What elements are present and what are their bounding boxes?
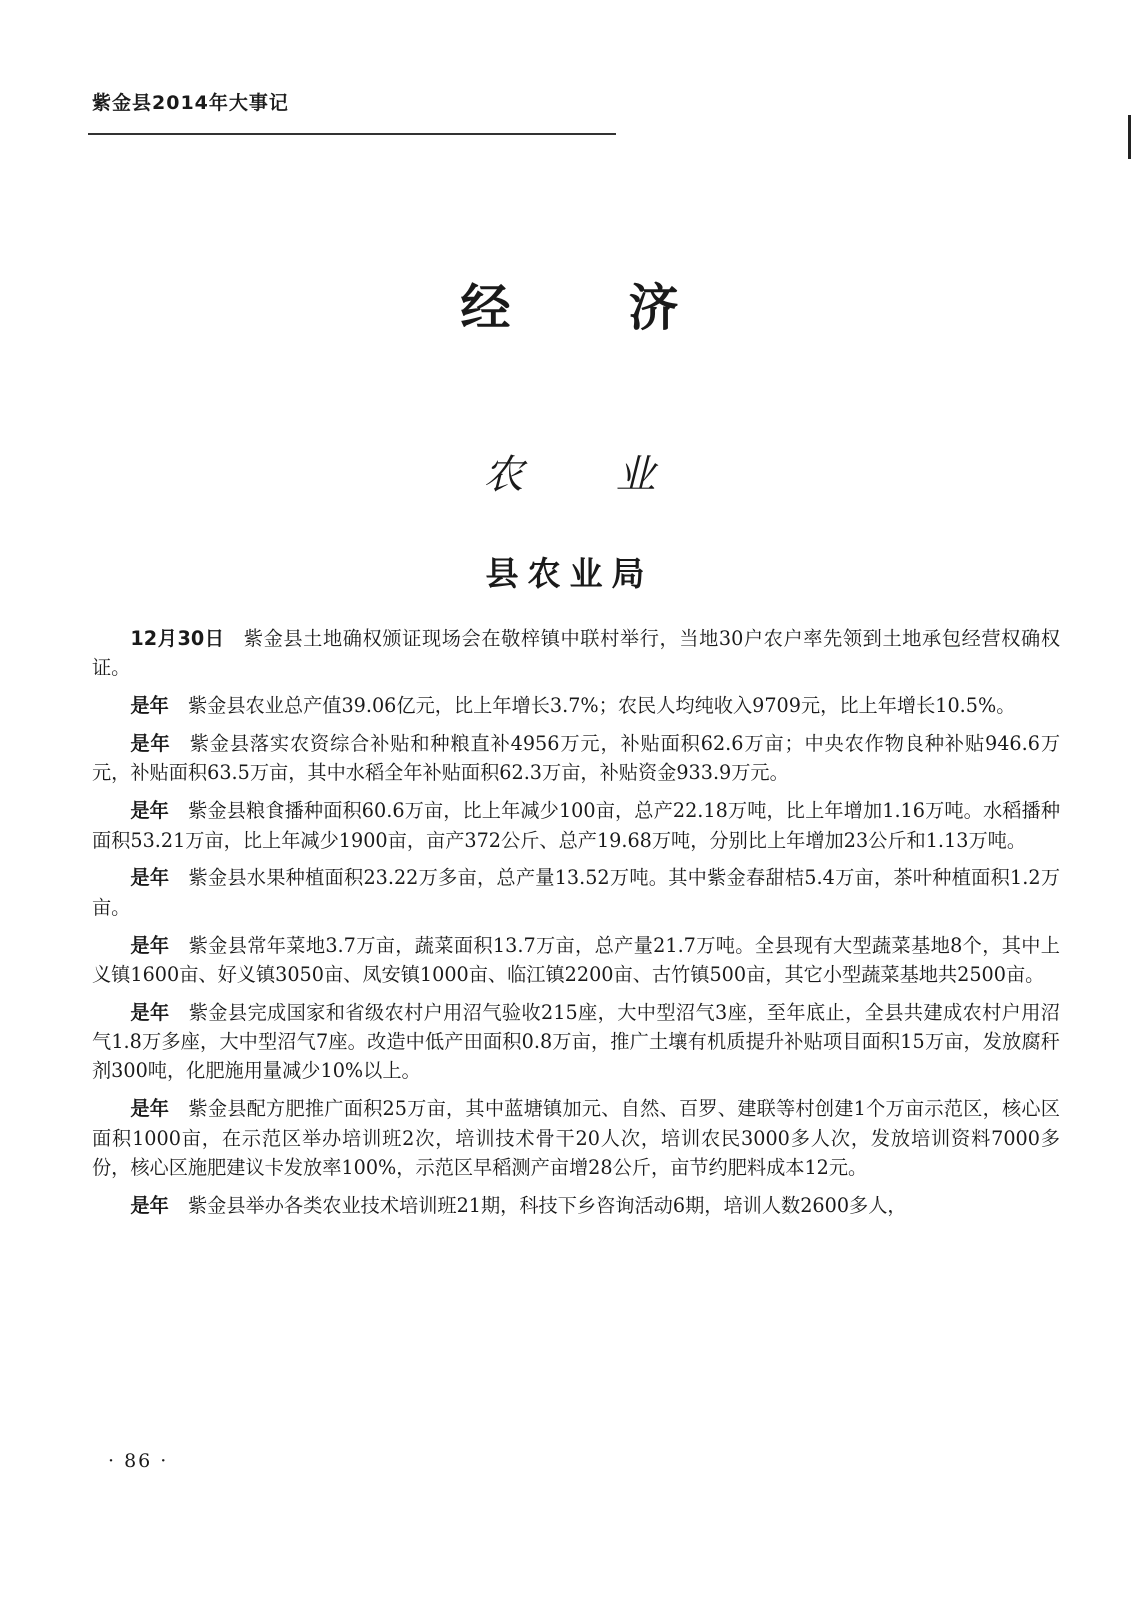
entry-date-label: 是年 (130, 1097, 170, 1121)
entry-date-label: 是年 (130, 866, 170, 890)
chapter-title: 经济 (460, 279, 797, 337)
entry-text: 紫金县水果种植面积23.22万多亩，总产量13.52万吨。其中紫金春甜桔5.4万亩，茶叶种植面积1.2万亩。 (92, 866, 1061, 919)
scan-edge-mark (1128, 115, 1131, 159)
entry-paragraph (92, 729, 1060, 788)
entry-date-label: 12月30日 (130, 627, 225, 650)
subsection-title: 县农业局 (485, 554, 654, 593)
entry-paragraph (92, 998, 1060, 1086)
entry-paragraph (92, 931, 1060, 990)
entry-text: 紫金县完成国家和省级农村户用沼气验收215座，大中型沼气3座，至年底止，全县共建成农村户用沼气1.8万多座，大中型沼气7座。改造中低产田面积0.8万亩，推广土壤有机质提升补贴项目面积15万亩，发放腐秆剂300吨，化肥施用量减少10%以上。 (92, 1000, 1060, 1083)
entry-text: 紫金县农业总产值39.06亿元，比上年增长3.7%；农民人均纯收入9709元，比上年增长10.5%。 (187, 694, 1016, 718)
entry-paragraph (92, 691, 1060, 720)
body-text (92, 624, 1060, 1229)
entry-date-label: 是年 (130, 933, 170, 957)
entry-text: 紫金县粮食播种面积60.6万亩，比上年减少100亩，总产22.18万吨，比上年增加1.16万吨。水稻播种面积53.21万亩，比上年减少1900亩，亩产372公斤、总产19.68万吨，分别比上年增加23公斤和1.13万吨。 (92, 799, 1061, 852)
entry-paragraph (92, 796, 1060, 855)
entry-paragraph (92, 624, 1060, 683)
entry-date-label: 是年 (130, 1000, 170, 1024)
entry-paragraph (92, 863, 1060, 922)
header-rule (88, 133, 616, 135)
running-header: 紫金县2014年大事记 (92, 92, 289, 114)
section-title: 农业 (483, 452, 748, 498)
entry-paragraph (92, 1094, 1060, 1182)
entry-text: 紫金县举办各类农业技术培训班21期，科技下乡咨询活动6期，培训人数2600多人， (187, 1193, 907, 1217)
entry-text: 紫金县落实农资综合补贴和种粮直补4956万元，补贴面积62.6万亩；中央农作物良种补贴946.6万元，补贴面积63.5万亩，其中水稻全年补贴面积62.3万亩，补贴资金933.9万元。 (92, 732, 1061, 785)
entry-text: 紫金县配方肥推广面积25万亩，其中蓝塘镇加元、自然、百罗、建联等村创建1个万亩示范区，核心区面积1000亩，在示范区举办培训班2次，培训技术骨干20人次，培训农民3000多人次，发放培训资料7000多份，核心区施肥建议卡发放率100%，示范区早稻测产亩增28公斤，亩节约肥料成本12元。 (92, 1097, 1060, 1179)
entry-text: 紫金县常年菜地3.7万亩，蔬菜面积13.7万亩，总产量21.7万吨。全县现有大型蔬菜基地8个，其中上义镇1600亩、好义镇3050亩、凤安镇1000亩、临江镇2200亩、古竹镇500亩，其它小型蔬菜基地共2500亩。 (92, 933, 1060, 986)
entry-text: 紫金县土地确权颁证现场会在敬梓镇中联村举行，当地30户农户率先领到土地承包经营权确权证。 (92, 627, 1061, 680)
entry-date-label: 是年 (130, 732, 171, 756)
entry-date-label: 是年 (130, 1193, 169, 1217)
entry-paragraph (92, 1191, 1060, 1220)
page-number: · 86 · (108, 1450, 169, 1472)
entry-date-label: 是年 (130, 799, 169, 823)
entry-date-label: 是年 (130, 694, 169, 718)
